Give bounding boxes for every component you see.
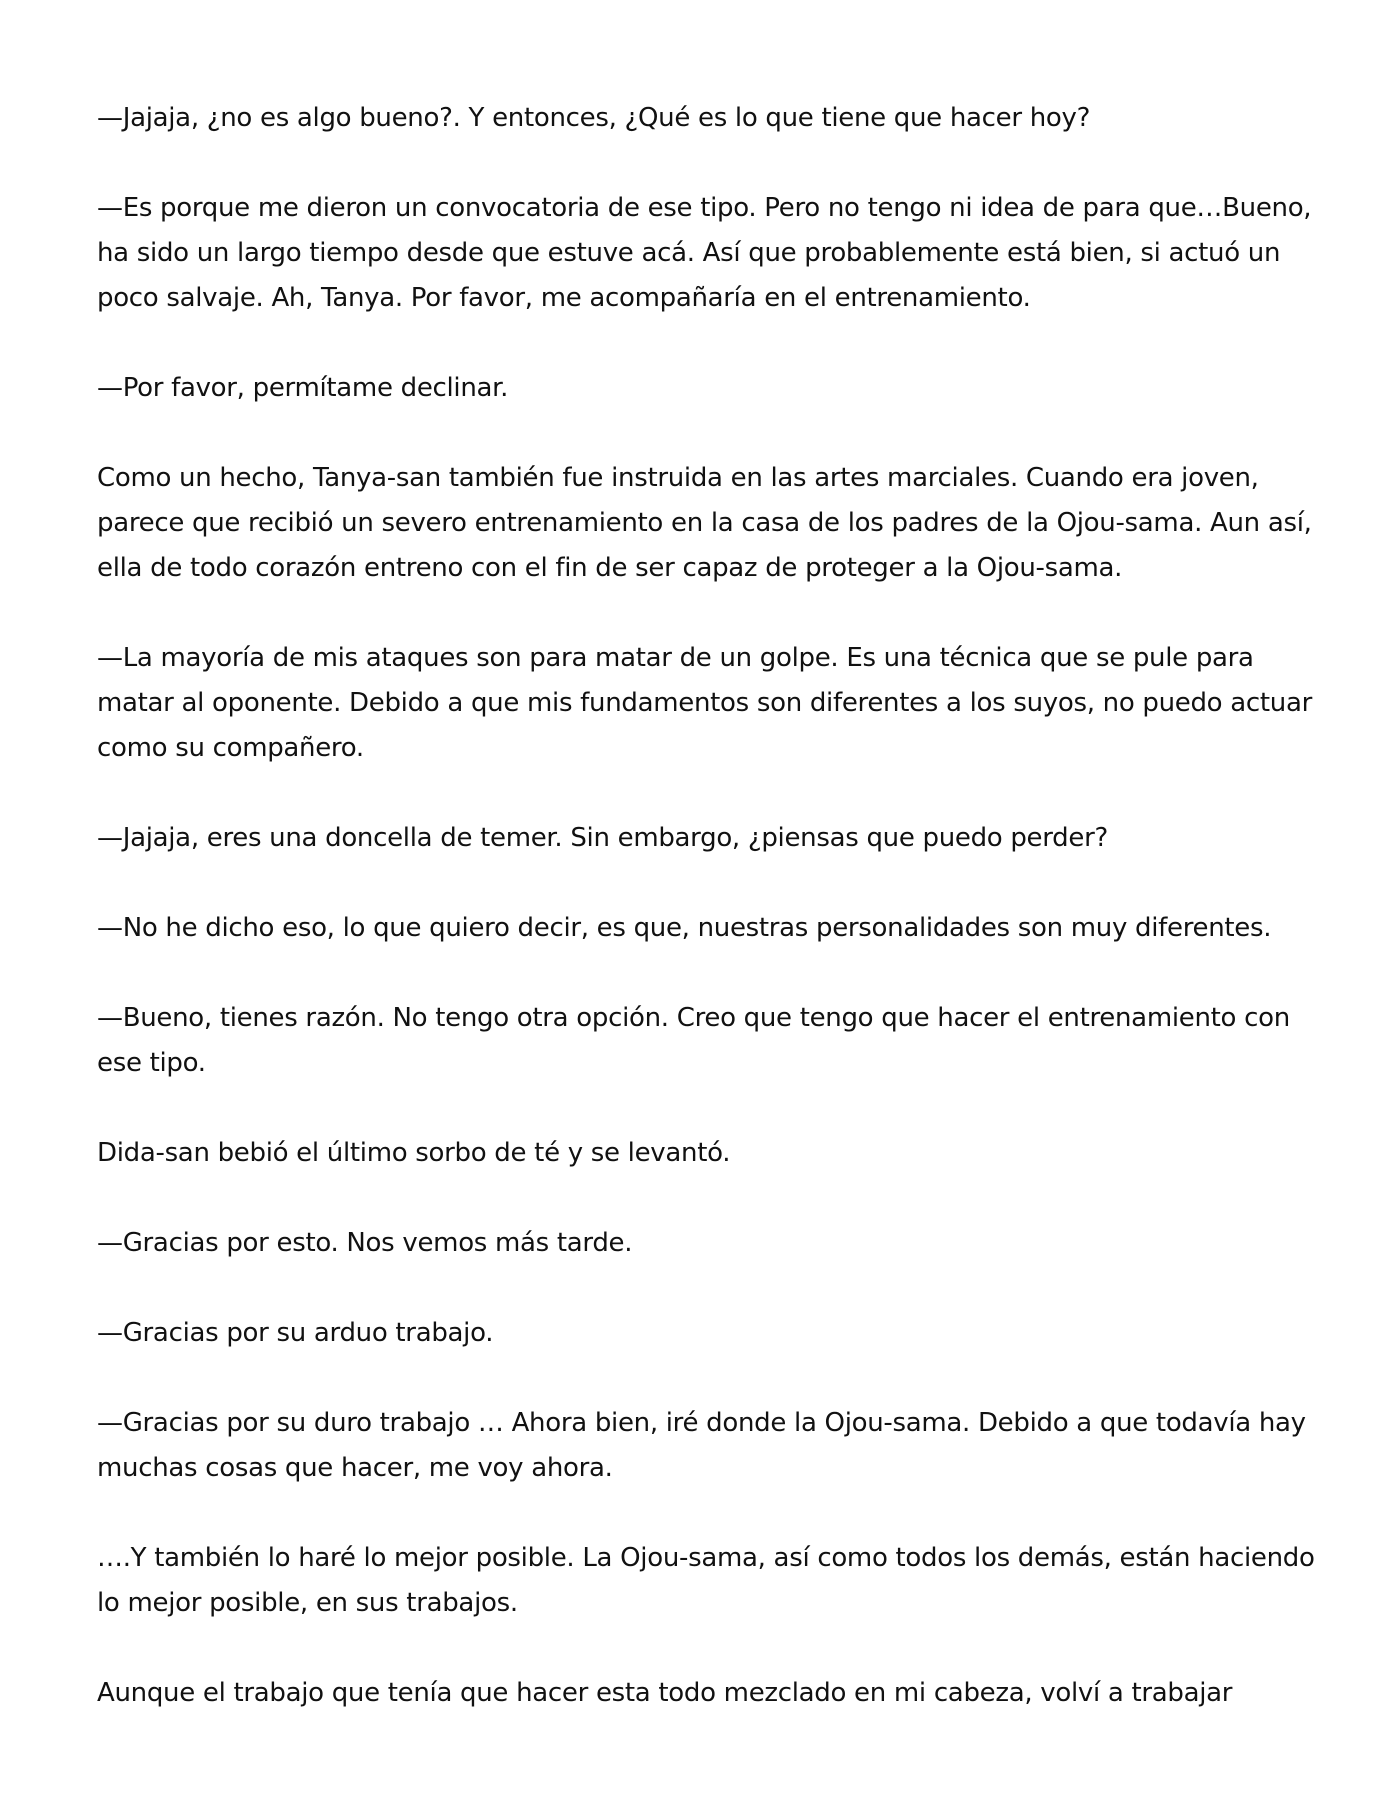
dialogue-paragraph: —Jajaja, ¿no es algo bueno?. Y entonces, ¿Qué es lo que tiene que hacer hoy? [97,103,1091,133]
dialogue-paragraph: —Bueno, tienes razón. No tengo otra opción. Creo que tengo que hacer el entrenamiento con ese tipo. [97,1003,1290,1078]
dialogue-paragraph: —Por favor, permítame declinar. [97,373,509,403]
narration-paragraph: Dida-san bebió el último sorbo de té y se levantó. [97,1138,731,1168]
dialogue-paragraph: —Gracias por su duro trabajo … Ahora bien, iré donde la Ojou-sama. Debido a que todavía hay muchas cosas que hacer, me voy ahora. [97,1408,1306,1483]
narration-paragraph: Aunque el trabajo que tenía que hacer esta todo mezclado en mi cabeza, volví a trabajar [97,1678,1233,1708]
dialogue-paragraph: —La mayoría de mis ataques son para matar de un golpe. Es una técnica que se pule para matar al oponente. Debido a que mis fundamentos son diferentes a los suyos, no puedo actuar como su compañero. [97,643,1312,763]
dialogue-paragraph: —Gracias por esto. Nos vemos más tarde. [97,1228,633,1258]
narration-paragraph: ….Y también lo haré lo mejor posible. La Ojou-sama, así como todos los demás, están haciendo lo mejor posible, en sus trabajos. [97,1543,1315,1618]
dialogue-paragraph: —Es porque me dieron un convocatoria de ese tipo. Pero no tengo ni idea de para que…Bueno, ha sido un largo tiempo desde que estuve acá. Así que probablemente está bien, si actuó un poco salvaje. Ah, Tanya. Por favor, me acompañaría en el entrenamiento. [97,193,1312,313]
document-page [97,96,1327,1716]
dialogue-paragraph: —Jajaja, eres una doncella de temer. Sin embargo, ¿piensas que puedo perder? [97,823,1108,853]
dialogue-paragraph: —No he dicho eso, lo que quiero decir, es que, nuestras personalidades son muy diferentes. [97,913,1272,943]
dialogue-paragraph: —Gracias por su arduo trabajo. [97,1318,494,1348]
narration-paragraph: Como un hecho, Tanya-san también fue instruida en las artes marciales. Cuando era joven, parece que recibió un severo entrenamiento en la casa de los padres de la Ojou-sama. Aun así, ella de todo corazón entreno con el fin de ser capaz de proteger a la Ojou-sama. [97,463,1312,583]
